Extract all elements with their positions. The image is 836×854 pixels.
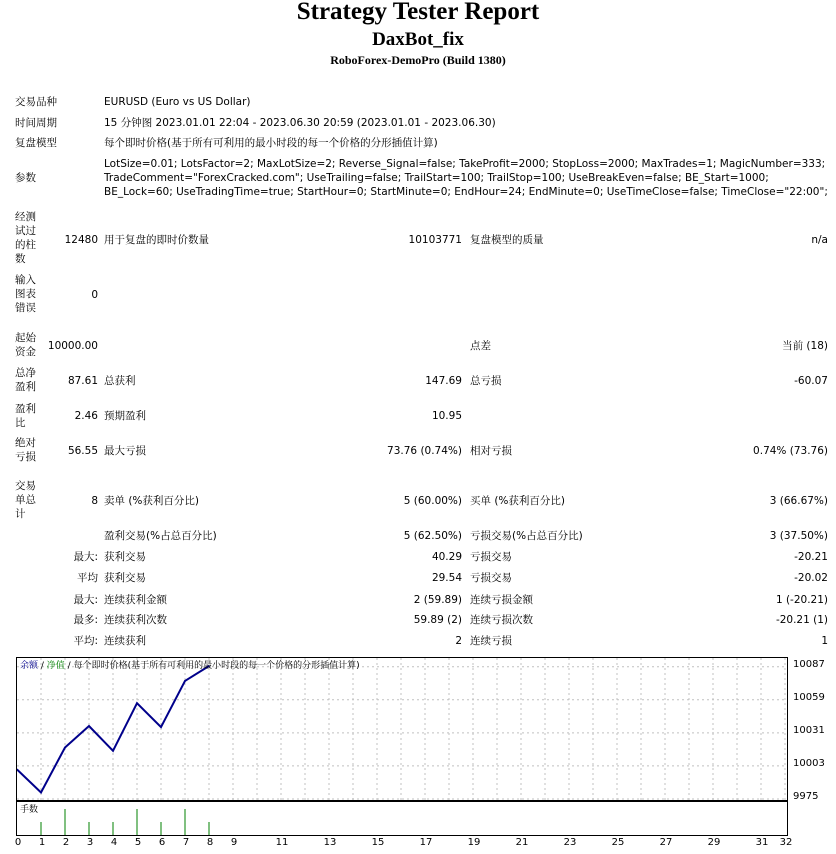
- params-value: LotSize=0.01; LotsFactor=2; MaxLotSize=2; Reverse_Signal=false; TakeProfit=2000; StopLoss=2000; MaxTrades=1; MagicNumber=333; TradeComment="ForexCracked.com"; UseTrailing=false; TrailStart=100; TrailStop=100; UseBreakEven=false; BE_Start=1000; BE_Lock=60; UseTradingTime=true; StartHour=0; StartMinute=0; EndHour=24; EndMinute=0; UseTimeClose=false; TimeClose="22:00";: [104, 158, 828, 198]
- consec-wins-amount-label: 连续获利金额: [104, 594, 167, 606]
- quality-label: 复盘模型的质量: [470, 234, 544, 246]
- average-label: 平均: [77, 572, 98, 584]
- avg-profit-value: 29.54: [431, 572, 462, 584]
- y-tick-label: 10087: [793, 658, 825, 670]
- model-value: 每个即时价格(基于所有可利用的最小时段的每一个价格的分形插值计算): [104, 137, 438, 149]
- bars-label: 经测试过的柱数: [15, 211, 36, 265]
- balance-point: [64, 747, 66, 749]
- x-tick-label: 17: [419, 837, 433, 848]
- volume-chart-plot: [17, 802, 787, 835]
- legend-balance: 余额: [20, 661, 39, 671]
- period-label: 时间周期: [15, 117, 57, 129]
- largest-loss-label: 亏损交易: [470, 551, 512, 563]
- legend-model: 每个即时价格(基于所有可利用的最小时段的每一个价格的分形插值计算): [73, 661, 360, 671]
- errors-value: 0: [91, 289, 98, 301]
- avg-consec-loss-value: 1: [821, 635, 828, 647]
- gross-loss-value: -60.07: [794, 375, 828, 387]
- net-profit-label: 总净盈利: [15, 367, 36, 393]
- balance-point: [160, 726, 162, 728]
- avg-loss-label: 亏损交易: [470, 572, 512, 584]
- ticks-label: 用于复盘的即时价数量: [104, 234, 209, 246]
- x-tick-label: 31: [755, 837, 769, 848]
- legend-separator: /: [64, 661, 74, 671]
- y-tick-label: 10031: [793, 724, 825, 736]
- ticks-value: 10103771: [408, 234, 462, 246]
- expert-name: DaxBot_fix: [372, 29, 464, 50]
- net-profit-value: 87.61: [67, 375, 98, 387]
- balance-chart: [16, 657, 788, 801]
- long-label: 买单 (%获利百分比): [470, 495, 566, 507]
- x-tick-label: 3: [86, 837, 94, 848]
- legend-separator: /: [38, 661, 47, 671]
- avg-loss-value: -20.02: [794, 572, 828, 584]
- total-trades-label: 交易单总计: [15, 480, 36, 520]
- model-label: 复盘模型: [15, 137, 57, 149]
- y-tick-label: 10059: [793, 691, 825, 703]
- report-title: Strategy Tester Report: [296, 0, 540, 25]
- total-trades-value: 8: [91, 495, 98, 507]
- consec-loss-amount-label: 连续亏损金额: [470, 594, 533, 606]
- deposit-value: 10000.00: [47, 340, 98, 352]
- max-drawdown-value: 73.76 (0.74%): [387, 445, 462, 457]
- consec-loss-value: -20.21 (1): [775, 614, 828, 626]
- balance-point: [184, 680, 186, 682]
- loss-trades-label: 亏损交易(%占总百分比): [470, 530, 583, 542]
- consec-profit-label: 连续获利次数: [104, 614, 167, 626]
- params-label: 参数: [15, 172, 36, 184]
- consec-profit-value: 59.89 (2): [413, 614, 462, 626]
- maximum-label: 最大:: [73, 594, 98, 606]
- volume-chart: [16, 801, 788, 836]
- x-tick-label: 23: [563, 837, 577, 848]
- spread-label: 点差: [470, 340, 491, 352]
- balance-point: [112, 750, 114, 752]
- max-drawdown-label: 最大亏损: [104, 445, 146, 457]
- x-tick-label: 15: [371, 837, 385, 848]
- payoff-label: 预期盈利: [104, 410, 146, 422]
- y-tick-label: 10003: [793, 757, 825, 769]
- y-tick-label: 9975: [793, 791, 819, 802]
- x-tick-label: 9: [230, 837, 238, 848]
- x-tick-label: 25: [611, 837, 625, 848]
- long-value: 3 (66.67%): [769, 495, 828, 507]
- avg-consec-loss-label: 连续亏损: [470, 635, 512, 647]
- gross-loss-label: 总亏损: [470, 375, 502, 387]
- abs-drawdown-value: 56.55: [67, 445, 98, 457]
- abs-drawdown-label: 绝对亏损: [15, 437, 36, 463]
- largest-label: 最大:: [73, 551, 98, 563]
- rel-drawdown-label: 相对亏损: [470, 445, 512, 457]
- chart-legend: [20, 658, 360, 671]
- x-tick-label: 19: [467, 837, 481, 848]
- period-value: 15 分钟图 2023.01.01 22:04 - 2023.06.30 20:59 (2023.01.01 - 2023.06.30): [104, 117, 496, 129]
- x-tick-label: 4: [110, 837, 118, 848]
- x-tick-label: 21: [515, 837, 529, 848]
- profit-factor-label: 盈利比: [15, 403, 36, 429]
- avg-consec-label: 平均:: [73, 635, 98, 647]
- x-tick-label: 27: [659, 837, 673, 848]
- largest-loss-value: -20.21: [794, 551, 828, 563]
- x-tick-label: 11: [275, 837, 289, 848]
- most-label: 最多:: [73, 614, 98, 626]
- profit-trades-label: 盈利交易(%占总百分比): [104, 530, 217, 542]
- rel-drawdown-value: 0.74% (73.76): [753, 445, 828, 457]
- profit-factor-value: 2.46: [74, 410, 98, 422]
- x-tick-label: 29: [707, 837, 721, 848]
- quality-value: n/a: [811, 234, 828, 246]
- short-label: 卖单 (%获利百分比): [104, 495, 200, 507]
- volume-label: 手数: [20, 805, 39, 815]
- x-tick-label: 5: [134, 837, 142, 848]
- payoff-value: 10.95: [431, 410, 462, 422]
- x-tick-label: 32: [779, 837, 793, 848]
- x-tick-label: 1: [38, 837, 46, 848]
- gross-profit-label: 总获利: [104, 375, 136, 387]
- x-tick-label: 8: [206, 837, 214, 848]
- consec-wins-amount-value: 2 (59.89): [413, 594, 462, 606]
- gross-profit-value: 147.69: [425, 375, 462, 387]
- x-tick-label: 0: [14, 837, 22, 848]
- symbol-value: EURUSD (Euro vs US Dollar): [104, 96, 251, 108]
- x-tick-label: 2: [62, 837, 70, 848]
- spread-value: 当前 (18): [782, 340, 828, 352]
- balance-point: [136, 702, 138, 704]
- avg-consec-win-label: 连续获利: [104, 635, 146, 647]
- short-value: 5 (60.00%): [403, 495, 462, 507]
- symbol-label: 交易品种: [15, 96, 57, 108]
- server-build: RoboForex-DemoPro (Build 1380): [330, 53, 506, 67]
- balance-chart-plot: [17, 658, 787, 800]
- avg-consec-win-value: 2: [455, 635, 462, 647]
- errors-label: 输入图表错误: [15, 274, 36, 314]
- legend-equity: 净值: [46, 661, 65, 671]
- deposit-label: 起始资金: [15, 332, 36, 358]
- x-tick-label: 7: [182, 837, 190, 848]
- consec-loss-label: 连续亏损次数: [470, 614, 533, 626]
- loss-trades-value: 3 (37.50%): [769, 530, 828, 542]
- consec-loss-amount-value: 1 (-20.21): [775, 594, 828, 606]
- largest-profit-label: 获利交易: [104, 551, 146, 563]
- avg-profit-label: 获利交易: [104, 572, 146, 584]
- largest-profit-value: 40.29: [431, 551, 462, 563]
- x-tick-label: 6: [158, 837, 166, 848]
- balance-point: [88, 725, 90, 727]
- profit-trades-value: 5 (62.50%): [403, 530, 462, 542]
- balance-point: [40, 792, 42, 794]
- x-tick-label: 13: [323, 837, 337, 848]
- bars-value: 12480: [64, 234, 98, 246]
